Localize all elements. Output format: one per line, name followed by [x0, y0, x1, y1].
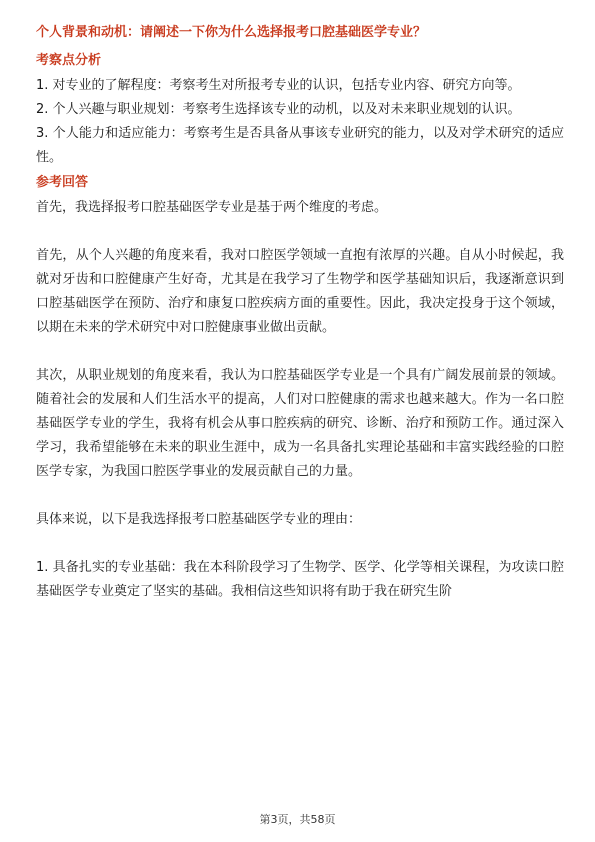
answer-paragraph: 其次，从职业规划的角度来看，我认为口腔基础医学专业是一个具有广阔发展前景的领域。随着社会的发展和人们生活水平的提高，人们对口腔健康的需求也越来越大。作为一名口腔基础医学专业的学生，我将有机会从事口腔疾病的研究、诊断、治疗和预防工作。通过深入学习，我希望能够在未来的职业生涯中，成为一名具备扎实理论基础和丰富实践经验的口腔医学专家，为我国口腔医学事业的发展贡献自己的力量。 — [36, 368, 564, 479]
analysis-item: 2. 个人兴趣与职业规划：考察考生选择该专业的动机，以及对未来职业规划的认识。 — [36, 102, 521, 117]
analysis-list — [36, 74, 564, 170]
page-content — [36, 22, 564, 604]
answer-paragraph: 具体来说，以下是我选择报考口腔基础医学专业的理由： — [36, 512, 362, 527]
analysis-item: 3. 个人能力和适应能力：考察考生是否具备从事该专业研究的能力，以及对学术研究的适应性。 — [36, 126, 564, 165]
answer-paragraph: 1. 具备扎实的专业基础：我在本科阶段学习了生物学、医学、化学等相关课程，为攻读口腔基础医学专业奠定了坚实的基础。我相信这些知识将有助于我在研究生阶 — [36, 560, 564, 599]
analysis-heading: 考察点分析 — [36, 53, 102, 68]
analysis-item: 1. 对专业的了解程度：考察考生对所报考专业的认识，包括专业内容、研究方向等。 — [36, 78, 521, 93]
answer-body — [36, 196, 564, 604]
answer-paragraph: 首先，我选择报考口腔基础医学专业是基于两个维度的考虑。 — [36, 200, 388, 215]
page-number: 第3页，共58页 — [259, 813, 336, 826]
question-title: 个人背景和动机：请阐述一下你为什么选择报考口腔基础医学专业？ — [36, 25, 427, 40]
answer-heading: 参考回答 — [36, 175, 89, 190]
answer-paragraph: 首先，从个人兴趣的角度来看，我对口腔医学领域一直抱有浓厚的兴趣。自从小时候起，我就对牙齿和口腔健康产生好奇，尤其是在我学习了生物学和医学基础知识后，我逐渐意识到口腔基础医学在预防、治疗和康复口腔疾病方面的重要性。因此，我决定投身于这个领域，以期在未来的学术研究中对口腔健康事业做出贡献。 — [36, 248, 564, 335]
